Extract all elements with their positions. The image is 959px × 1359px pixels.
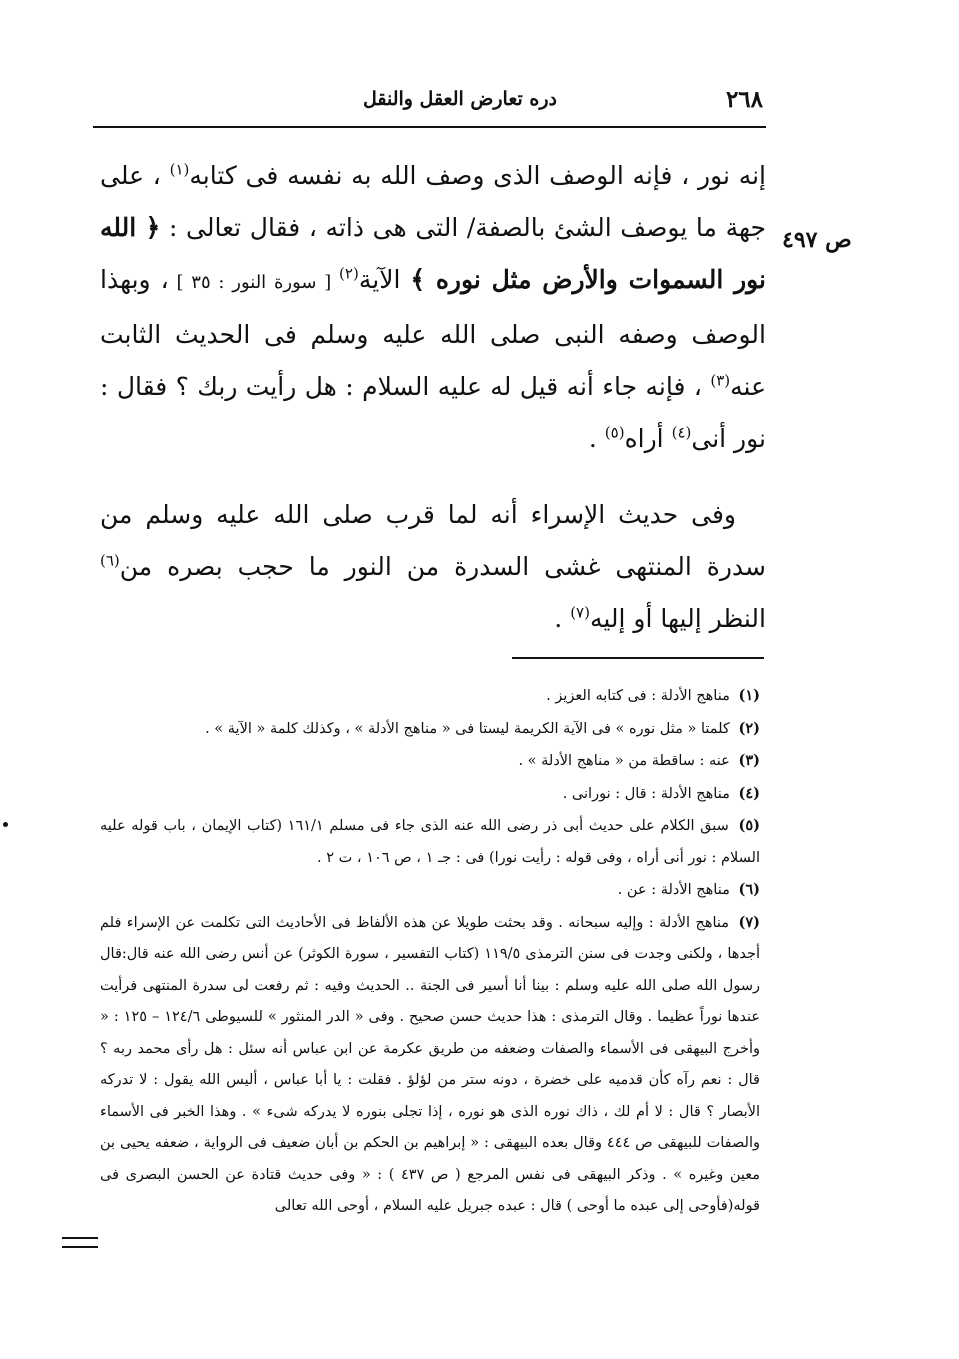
text-run: وفى حديث الإسراء أنه لما قرب صلى الله عليه وسلم من سدرة المنتهى غشى السدرة من النور ما حجب بصره من [100, 500, 766, 581]
paragraph-1 [100, 150, 766, 465]
text-run: النظر إليها أو إليه [589, 604, 766, 633]
footnote-number: (٣) [738, 752, 760, 769]
running-title: دره تعارض العقل والنقل [362, 88, 558, 110]
footnote-number: (٥) [738, 817, 761, 834]
page-number: ٢٦٨ [725, 86, 763, 113]
footnote [100, 680, 760, 713]
footnote-marker: (٧) [570, 603, 590, 622]
scan-speck [3, 822, 8, 827]
footnote [100, 874, 760, 907]
footnote-marker: (٤) [671, 423, 692, 442]
footnote-marker: (١) [169, 160, 190, 179]
footnote-marker: (٥) [604, 423, 625, 442]
footnote-marker: (٦) [100, 551, 120, 570]
continuation-mark [62, 1237, 98, 1248]
text-run: ، وبهذا الوصف وصفه النبى صلى الله عليه وسلم فى الحديث الثابت عنه [100, 265, 766, 401]
footnote [100, 713, 760, 746]
footnote-number: (١) [738, 687, 760, 704]
text-run: ، فإنه جاء أنه قيل له عليه السلام : هل رأيت ربك ؟ فقال : نور أنى [100, 372, 766, 453]
footnote-text: عنه : ساقطة من « مناهج الأدلة » . [518, 753, 730, 769]
footnote-text: مناهج الأدلة : وإليه سبحانه . وقد بحثت طويلا عن هذه الألفاظ فى الأحاديث التى تكلمت عن الإسراء فلم أجدها ، ولكنى وجدت فى سنن الترمذى ١١٩/٥ (كتاب التفسير ، سورة الكوثر) عن أنس رضى الله عنه قال:قال رسول الله صلى الله عليه وسلم : بينا أنا أسير فى الجنة .. الحديث وفيه : ثم رفعت لى سدرة المنتهى فرأيت عندها نوراً عظيما . وقال الترمذى : هذا حديث حسن صحيح . وفى « الدر المنثور » للسيوطى ١٢٤/٦ – ١٢٥ : « وأخرج البيهقى فى الأسماء والصفات وضعفه من طريق عكرمة عن ابن عباس أنه سئل : هل رأى محمد ربه ؟ قال : نعم رآه كأن قدميه على خضرة ، دونه ستر من لؤلؤ . فقلت : يا أبا عباس ، أليس الله يقول : لا تدركه الأبصار ؟ قال : لا أم لك ، ذاك نوره الذى هو نوره ، إذا تجلى بنوره لا يدركه شىء » . وهذا الخبر فى الأسماء والصفات للبيهقى ص ٤٤٤ وقال بعده البيهقى : « إبراهيم بن الحكم بن أبان ضعيف فى الرواية ، ضعفه يحيى بن معين وغيره » . وذكر البيهقى فى نفس المرجع ( ص ٤٣٧ ) : « وفى حديث قتادة عن الحسن البصرى فى قوله(فأوحى إلى عبده ما أوحى ) قال : عبده جبريل عليه السلام ، أوحى الله تعالى [100, 914, 760, 1214]
footnote-marker: (٢) [339, 264, 359, 283]
footnote-number: (٦) [738, 881, 760, 898]
text-run: أراه [624, 424, 672, 453]
text-run: الآية [358, 265, 411, 294]
text-run: ، على جهة ما يوصف الشئ بالصفة/ التى هى ذاته ، فقال تعالى : [100, 161, 766, 242]
main-text [100, 150, 766, 645]
footnote [100, 745, 760, 778]
footnote [100, 907, 760, 1223]
footnote-separator [512, 657, 764, 659]
page-header [95, 88, 765, 124]
margin-page-reference: ص ٤٩٧ [782, 227, 852, 253]
surah-reference: [ سورة النور : ٣٥ ] [168, 272, 340, 293]
footnote [100, 778, 760, 811]
footnotes [100, 680, 760, 1223]
footnote-number: (٤) [738, 784, 760, 802]
text-run: . [554, 604, 571, 633]
footnote-text: مناهج الأدلة : فى كتابه العزيز . [546, 688, 730, 704]
footnote-marker: (٣) [710, 371, 731, 390]
footnote [100, 810, 760, 874]
header-rule [93, 126, 766, 128]
footnote-number: (٢) [738, 719, 760, 737]
quran-verse: ﴿ الله نور السموات والأرض مثل نوره ﴾ [100, 213, 767, 294]
footnote-text: مناهج الأدلة : عن . [617, 882, 730, 898]
paragraph-2 [100, 489, 766, 645]
footnote-text: كلمتا « مثل نوره » فى الآية الكريمة ليستا فى « مناهج الأدلة » ، وكذلك كلمة « الآية » . [205, 720, 730, 737]
footnote-text: سبق الكلام على حديث أبى ذر رضى الله عنه الذى جاء فى مسلم ١٦١/١ (كتاب الإيمان ، باب قوله عليه السلام : نور أنى أراه ، وفى قوله : رأيت نورا) فى : جـ ١ ، ص ١٠٦ ، ت ٢ . [100, 818, 760, 866]
footnote-text: مناهج الأدلة : قال : نورانى . [562, 785, 730, 802]
footnote-number: (٧) [738, 913, 761, 931]
text-run: . [588, 424, 605, 453]
text-run: إنه نور ، فإنه الوصف الذى وصف الله به نفسه فى كتابه [189, 161, 767, 190]
